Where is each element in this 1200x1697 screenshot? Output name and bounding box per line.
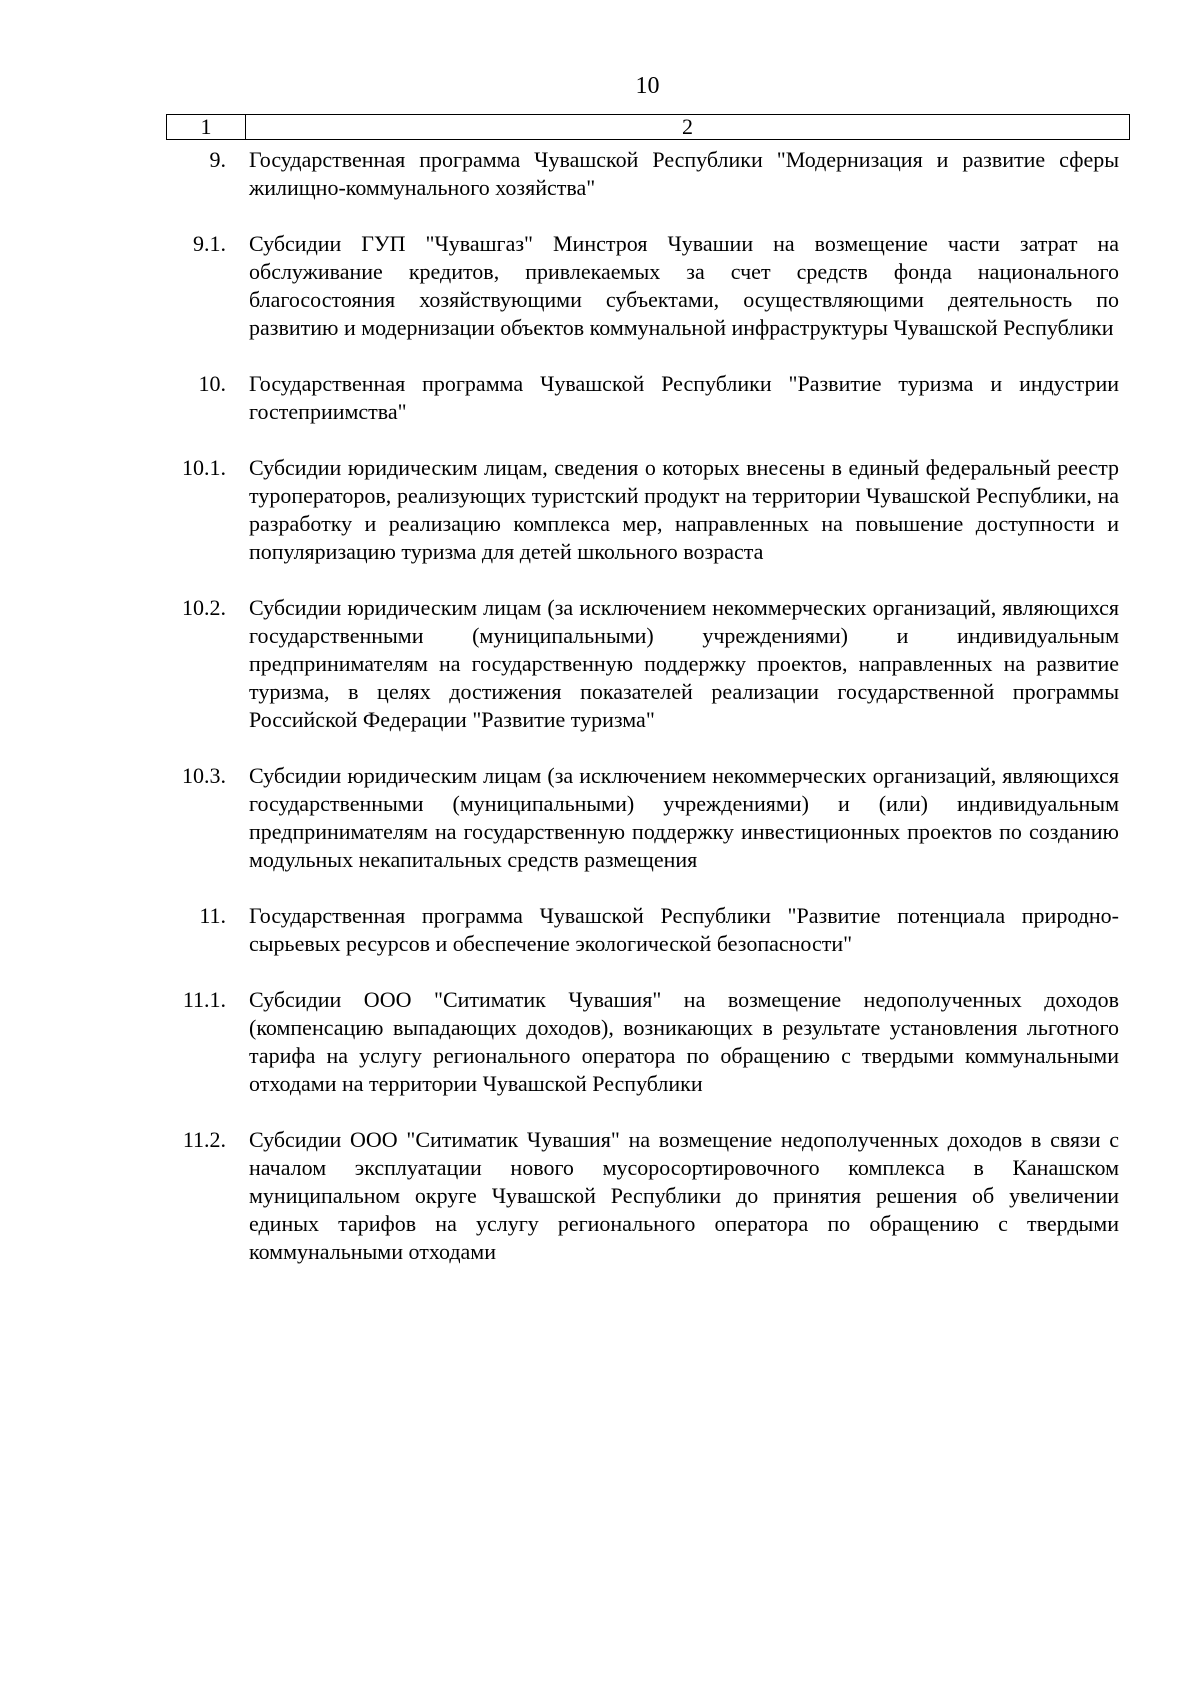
page-number: 10 bbox=[635, 73, 660, 99]
row-number: 9. bbox=[209, 147, 226, 172]
table-row bbox=[166, 594, 1130, 734]
row-text: Субсидии ГУП "Чувашгаз" Минстроя Чувашии на возмещение части затрат на обслуживание кредитов, привлекаемых за счет средств фонда национального благосостояния хозяйствующими субъектами, осуществляющими деятельность по развитию и модернизации объектов коммунальной инфраструктуры Чувашской Республики bbox=[249, 231, 1119, 340]
table-row bbox=[166, 230, 1130, 342]
row-text: Государственная программа Чувашской Республики "Модернизация и развитие сферы жилищно-коммунального хозяйства" bbox=[249, 147, 1119, 200]
table-row bbox=[166, 902, 1130, 958]
row-text: Государственная программа Чувашской Республики "Развитие потенциала природно-сырьевых ресурсов и обеспечение экологической безопасности" bbox=[249, 903, 1119, 956]
row-text: Субсидии ООО "Ситиматик Чувашия" на возмещение недополученных доходов в связи с началом эксплуатации нового мусоросортировочного комплекса в Канашском муниципальном округе Чувашской Республики до принятия решения об увеличении единых тарифов на услугу регионального оператора по обращению с твердыми коммунальными отходами bbox=[249, 1127, 1119, 1264]
row-number: 10.3. bbox=[182, 763, 226, 788]
table-row bbox=[166, 762, 1130, 874]
table-header-col-1: 1 bbox=[167, 115, 246, 139]
table-header-row bbox=[166, 114, 1130, 140]
row-number: 11. bbox=[199, 903, 226, 928]
table-row bbox=[166, 986, 1130, 1098]
row-number: 10. bbox=[198, 371, 226, 396]
row-text: Субсидии юридическим лицам (за исключением некоммерческих организаций, являющихся государственными (муниципальными) учреждениями) и индивидуальным предпринимателям на государственную поддержку проектов, направленных на развитие туризма, в целях достижения показателей реализации государственной программы Российской Федерации "Развитие туризма" bbox=[249, 595, 1119, 732]
row-number: 11.2. bbox=[182, 1127, 226, 1152]
table-row bbox=[166, 454, 1130, 566]
table-body bbox=[166, 146, 1130, 1294]
row-number: 11.1. bbox=[182, 987, 226, 1012]
table-row bbox=[166, 146, 1130, 202]
row-text: Субсидии юридическим лицам, сведения о которых внесены в единый федеральный реестр туроператоров, реализующих туристский продукт на территории Чувашской Республики, на разработку и реализацию комплекса мер, направленных на повышение доступности и популяризацию туризма для детей школьного возраста bbox=[249, 455, 1119, 564]
row-text: Субсидии ООО "Ситиматик Чувашия" на возмещение недополученных доходов (компенсацию выпадающих доходов), возникающих в результате установления льготного тарифа на услугу регионального оператора по обращению с твердыми коммунальными отходами на территории Чувашской Республики bbox=[249, 987, 1119, 1096]
table-row bbox=[166, 370, 1130, 426]
row-number: 10.1. bbox=[182, 455, 226, 480]
table-row bbox=[166, 1126, 1130, 1266]
table-header-col-2: 2 bbox=[682, 114, 693, 139]
row-number: 10.2. bbox=[182, 595, 226, 620]
row-number: 9.1. bbox=[193, 231, 226, 256]
row-text: Субсидии юридическим лицам (за исключением некоммерческих организаций, являющихся государственными (муниципальными) учреждениями) и (или) индивидуальным предпринимателям на государственную поддержку инвестиционных проектов по созданию модульных некапитальных средств размещения bbox=[249, 763, 1119, 872]
row-text: Государственная программа Чувашской Республики "Развитие туризма и индустрии гостеприимства" bbox=[249, 371, 1119, 424]
